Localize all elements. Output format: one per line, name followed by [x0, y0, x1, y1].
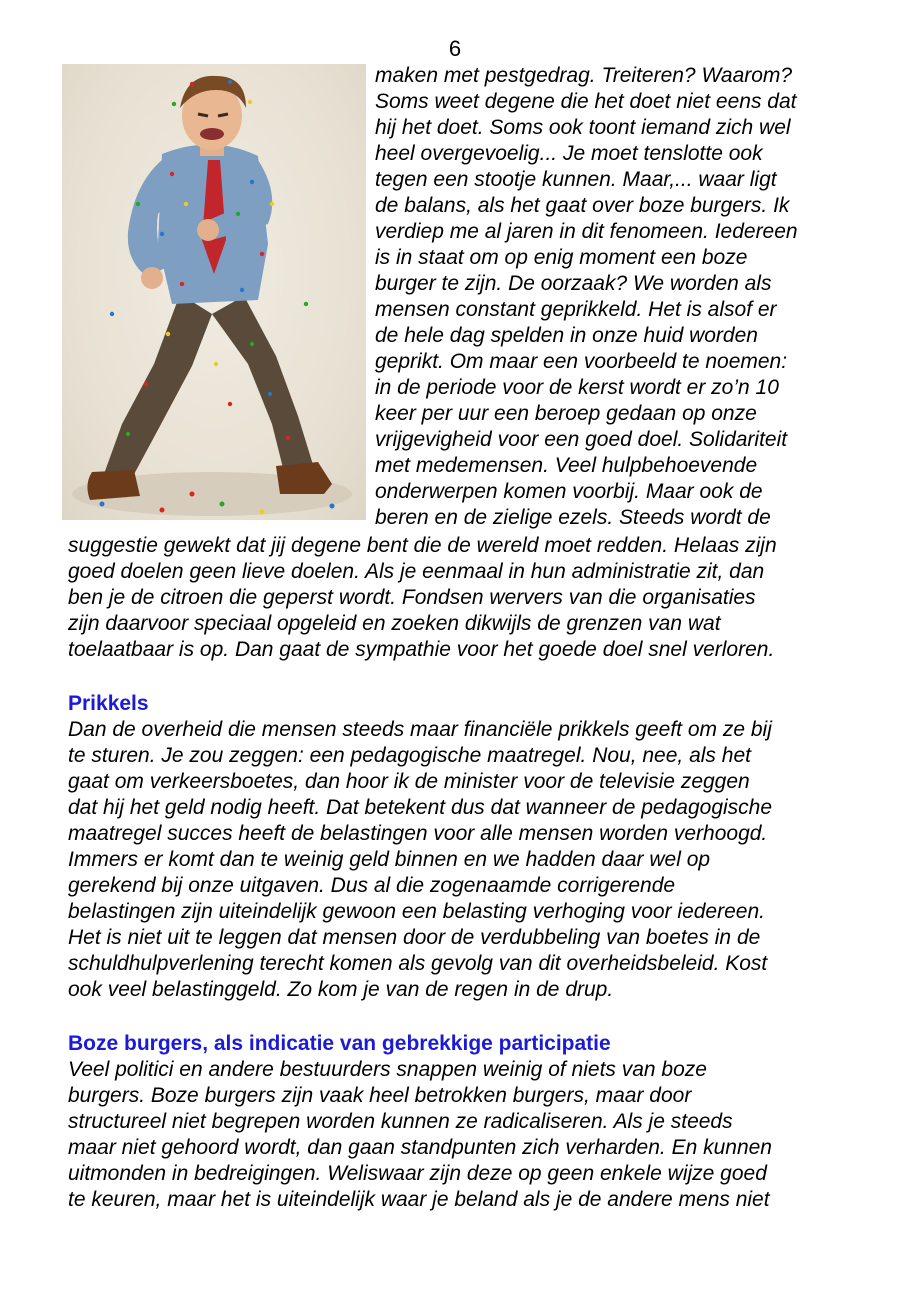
body-text-line: maatregel succes heeft de belastingen voor alle mensen worden verhoogd. [68, 822, 768, 845]
body-text-line: in de periode voor de kerst wordt er zo’n 10 [375, 376, 779, 399]
body-text-line: zijn daarvoor speciaal opgeleid en zoeken dikwijls de grenzen van wat [68, 612, 721, 635]
body-text-line: uitmonden in bedreigingen. Weliswaar zijn deze op geen enkele wijze goed [68, 1162, 767, 1185]
body-text-line: vrijgevigheid voor een goed doel. Solidariteit [375, 428, 788, 451]
body-text-line: toelaatbaar is op. Dan gaat de sympathie voor het goede doel snel verloren. [68, 638, 775, 661]
body-text-line: Immers er komt dan te weinig geld binnen en we hadden daar wel op [68, 848, 711, 871]
body-text-line: gaat om verkeersboetes, dan hoor ik de minister voor de televisie zeggen [68, 770, 750, 793]
section-heading-prikkels: Prikkels [68, 692, 149, 715]
body-text-line: suggestie gewekt dat jij degene bent die de wereld moet redden. Helaas zijn [68, 534, 777, 557]
body-text-line: verdiep me al jaren in dit fenomeen. Iedereen [375, 220, 798, 243]
body-text-line: te keuren, maar het is uiteindelijk waar je beland als je de andere mens niet [68, 1188, 770, 1211]
body-text-line: heel overgevoelig... Je moet tenslotte ook [375, 142, 763, 165]
body-text-line: onderwerpen komen voorbij. Maar ook de [375, 480, 763, 503]
body-text-line: Veel politici en andere bestuurders snappen weinig of niets van boze [68, 1058, 707, 1081]
body-text-line: de hele dag spelden in onze huid worden [375, 324, 758, 347]
body-text-line: mensen constant geprikkeld. Het is alsof er [375, 298, 777, 321]
body-text-line: belastingen zijn uiteindelijk gewoon een belasting verhoging voor iedereen. [68, 900, 765, 923]
body-text-line: de balans, als het gaat over boze burgers. Ik [375, 194, 790, 217]
body-text-line: schuldhulpverlening terecht komen als gevolg van dit overheidsbeleid. Kost [68, 952, 768, 975]
body-text-line: te sturen. Je zou zeggen: een pedagogische maatregel. Nou, nee, als het [68, 744, 751, 767]
body-text-line: met medemensen. Veel hulpbehoevende [375, 454, 758, 477]
body-text-line: gerekend bij onze uitgaven. Dus al die zogenaamde corrigerende [68, 874, 676, 897]
body-text-line: Soms weet degene die het doet niet eens dat [375, 90, 797, 113]
body-text-line: geprikt. Om maar een voorbeeld te noemen: [375, 350, 788, 373]
body-text-line: tegen een stootje kunnen. Maar,... waar ligt [375, 168, 777, 191]
body-text-line: beren en de zielige ezels. Steeds wordt de [375, 506, 771, 529]
body-text-line: burger te zijn. De oorzaak? We worden als [375, 272, 772, 295]
body-text-line: ben je de citroen die geperst wordt. Fondsen wervers van die organisaties [68, 586, 756, 609]
section-heading-boze-burgers: Boze burgers, als indicatie van gebrekkige participatie [68, 1032, 611, 1055]
body-text-line: Dan de overheid die mensen steeds maar financiële prikkels geeft om ze bij [68, 718, 772, 741]
body-text-line: structureel niet begrepen worden kunnen ze radicaliseren. Als je steeds [68, 1110, 733, 1133]
illustration-man-covered-in-pins [62, 64, 366, 520]
body-text-line: ook veel belastinggeld. Zo kom je van de regen in de drup. [68, 978, 614, 1001]
body-text-line: maken met pestgedrag. Treiteren? Waarom? [375, 64, 793, 87]
body-text-line: hij het doet. Soms ook toont iemand zich wel [375, 116, 791, 139]
body-text-line: goed doelen geen lieve doelen. Als je eenmaal in hun administratie zit, dan [68, 560, 765, 583]
body-text-line: dat hij het geld nodig heeft. Dat betekent dus dat wanneer de pedagogische [68, 796, 773, 819]
body-text-line: burgers. Boze burgers zijn vaak heel betrokken burgers, maar door [68, 1084, 692, 1107]
body-text-line: Het is niet uit te leggen dat mensen door de verdubbeling van boetes in de [68, 926, 761, 949]
body-text-line: is in staat om op enig moment een boze [375, 246, 748, 269]
body-text-line: keer per uur een beroep gedaan op onze [375, 402, 757, 425]
body-text-line: maar niet gehoord wordt, dan gaan standpunten zich verharden. En kunnen [68, 1136, 772, 1159]
page-number: 6 [448, 36, 462, 61]
